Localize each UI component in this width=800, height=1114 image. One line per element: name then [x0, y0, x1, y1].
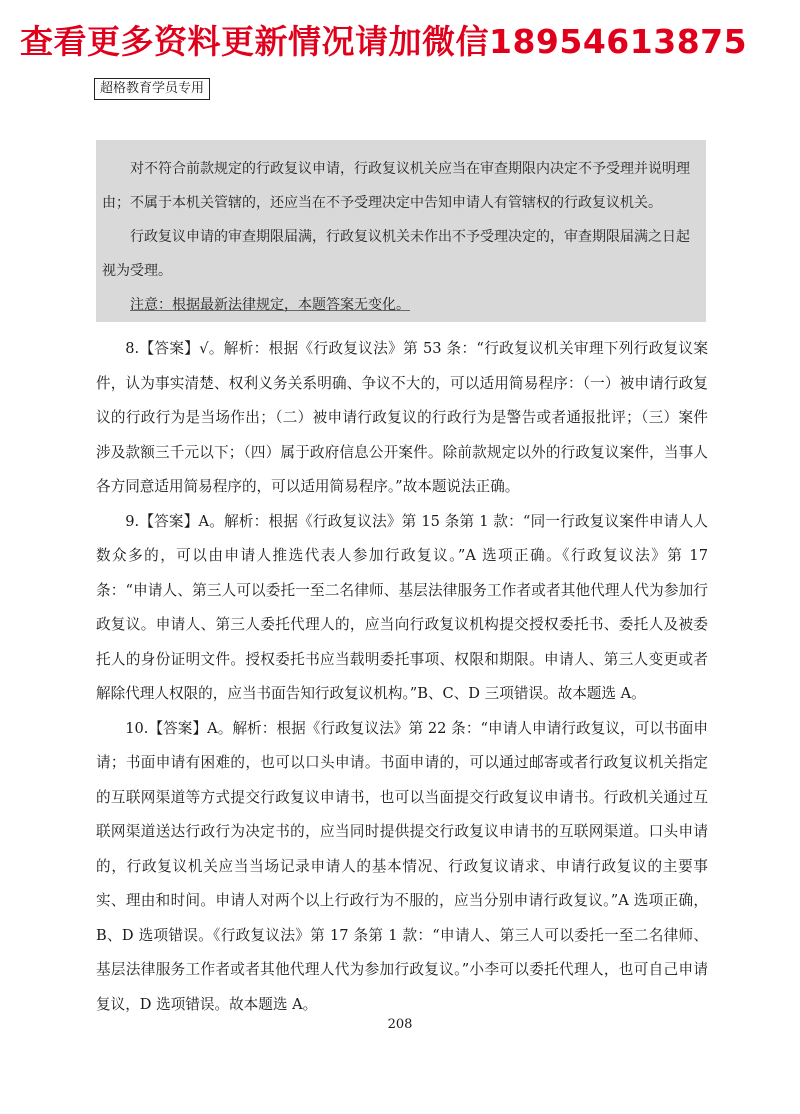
watermark-banner: 查看更多资料更新情况请加微信18954613875 [20, 22, 748, 61]
answer-9: 9.【答案】A。解析：根据《行政复议法》第 15 条第 1 款：“同一行政复议案件申请人人数众多的，可以由申请人推选代表人参加行政复议。”A 选项正确。《行政复议法》第 17 条：“申请人、第三人可以委托一至二名律师、基层法律服务工作者或者其他代理人代为参加行政复议。申请人、第三人委托代理人的，应当向行政复议机构提交授权委托书、委托人及被委托人的身份证明文件。授权委托书应当载明委托事项、权限和期限。申请人、第三人变更或者解除代理人权限的，应当书面告知行政复议机构。”B、C、D 三项错误。故本题选 A。 [96, 512, 708, 702]
quoted-law-box [96, 140, 706, 322]
answer-explanations [96, 332, 708, 1022]
quote-paragraph-1: 对不符合前款规定的行政复议申请，行政复议机关应当在审查期限内决定不予受理并说明理由；不属于本机关管辖的，还应当在不予受理决定中告知申请人有管辖权的行政复议机关。 [102, 161, 690, 211]
quote-note [102, 288, 700, 322]
note-text: 注意：根据最新法律规定，本题答案无变化。 [130, 297, 410, 313]
answer-10: 10.【答案】A。解析：根据《行政复议法》第 22 条：“申请人申请行政复议，可以书面申请；书面申请有困难的，也可以口头申请。书面申请的，可以通过邮寄或者行政复议机关指定的互联网渠道等方式提交行政复议申请书，也可以当面提交行政复议申请书。行政机关通过互联网渠道送达行政行为决定书的，应当同时提供提交行政复议申请书的互联网渠道。口头申请的，行政复议机关应当当场记录申请人的基本情况、行政复议请求、申请行政复议的主要事实、理由和时间。申请人对两个以上行政行为不服的，应当分别申请行政复议。”A 选项正确，B、D 选项错误。《行政复议法》第 17 条第 1 款：“申请人、第三人可以委托一至二名律师、基层法律服务工作者或者其他代理人代为参加行政复议。”小李可以委托代理人，也可自己申请复议，D 选项错误。故本题选 A。 [96, 719, 708, 1013]
quote-paragraph-2: 行政复议申请的审查期限届满，行政复议机关未作出不予受理决定的，审查期限届满之日起视为受理。 [102, 229, 690, 279]
student-use-tag: 超格教育学员专用 [94, 78, 210, 100]
page-number: 208 [387, 1017, 413, 1032]
answer-8: 8.【答案】√。解析：根据《行政复议法》第 53 条：“行政复议机关审理下列行政复议案件，认为事实清楚、权利义务关系明确、争议不大的，可以适用简易程序：（一）被申请行政复议的行政行为是当场作出；（二）被申请行政复议的行政行为是警告或者通报批评；（三）案件涉及款额三千元以下；（四）属于政府信息公开案件。除前款规定以外的行政复议案件，当事人各方同意适用简易程序的，可以适用简易程序。”故本题说法正确。 [96, 340, 708, 495]
